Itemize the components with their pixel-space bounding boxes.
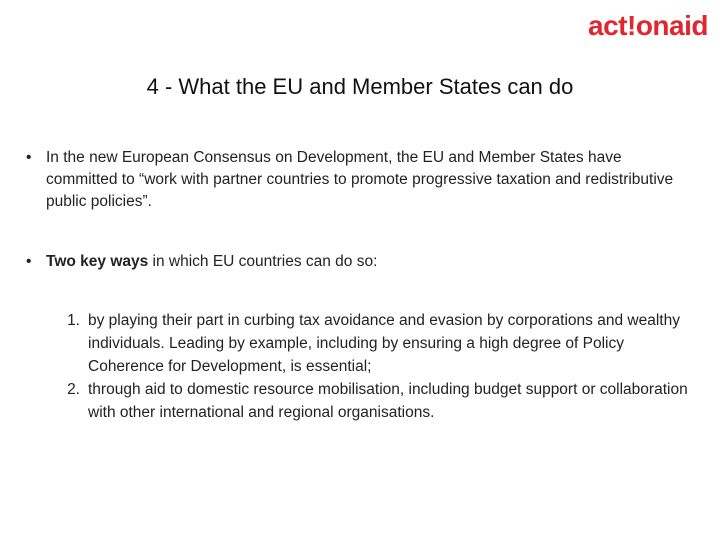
slide-title: 4 - What the EU and Member States can do bbox=[146, 74, 574, 99]
bullet-bold-text: Two key ways bbox=[46, 253, 149, 270]
list-item-text: through aid to domestic resource mobilisation, including budget support or collaboration with other international and regional organisations. bbox=[88, 381, 688, 421]
numbered-list bbox=[44, 309, 694, 424]
list-item-text: by playing their part in curbing tax avoidance and evasion by corporations and wealthy individuals. Leading by example, including by ensuring a high degree of Policy Coherence for Development, is essential; bbox=[88, 312, 680, 375]
list-number: 1. bbox=[67, 312, 80, 329]
bullet-text: In the new European Consensus on Development, the EU and Member States have committed to “work with partner countries to promote progressive taxation and redistributive public policies”. bbox=[46, 149, 674, 210]
bullet-rest-text: in which EU countries can do so: bbox=[148, 253, 378, 270]
bullet-item bbox=[26, 147, 696, 213]
bullet-text bbox=[46, 251, 696, 273]
numbered-list-item bbox=[44, 309, 694, 378]
numbered-list-item bbox=[44, 378, 694, 424]
bullet-item bbox=[26, 251, 696, 273]
list-number: 2. bbox=[67, 381, 80, 398]
actionaid-logo: act!onaid bbox=[588, 10, 708, 41]
bullet-marker: • bbox=[26, 149, 32, 166]
bullet-marker: • bbox=[26, 253, 32, 270]
